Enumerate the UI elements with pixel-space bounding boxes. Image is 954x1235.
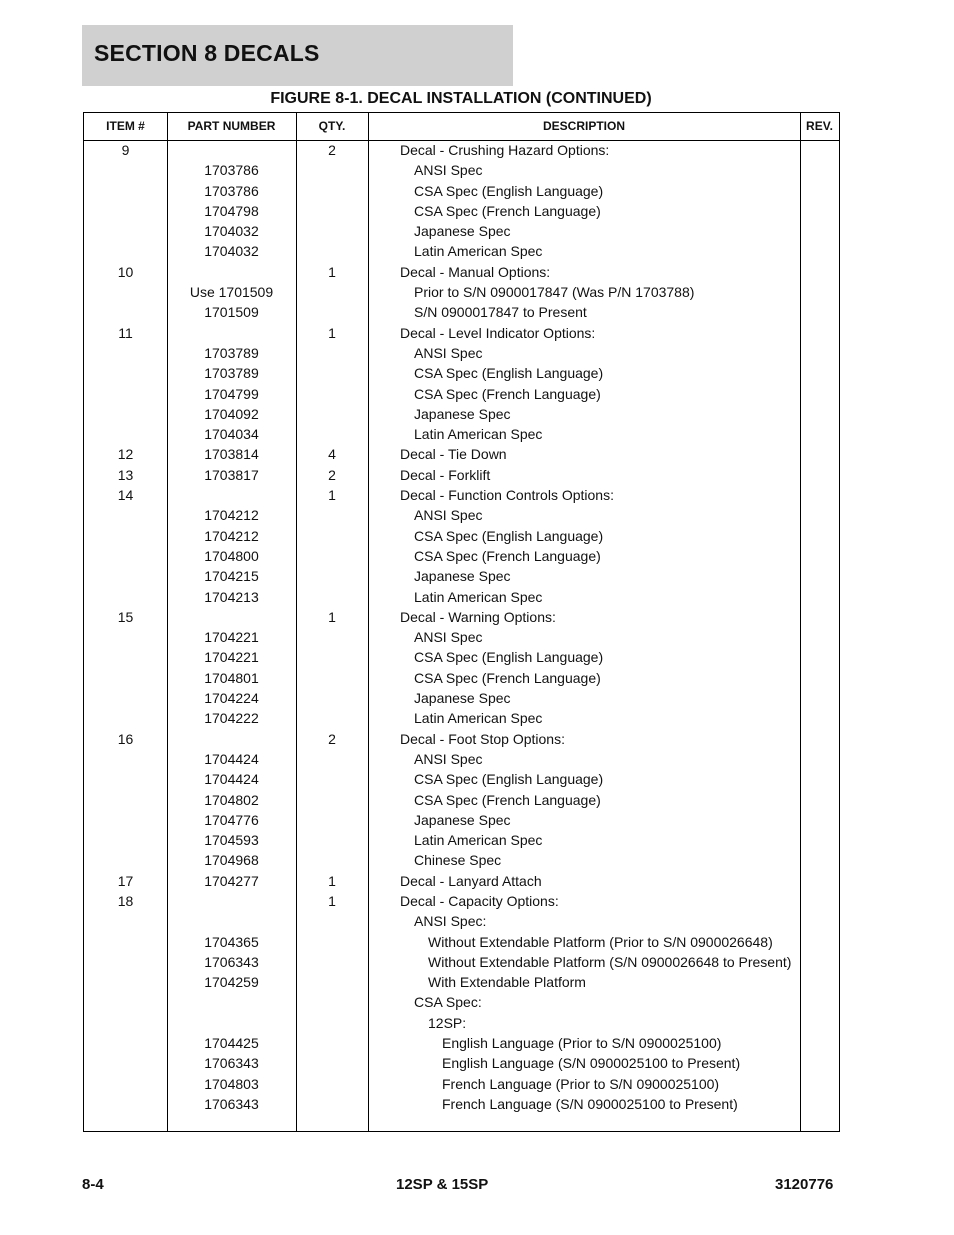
table-row [84,607,839,627]
part-number-cell: 1704277 [204,872,259,889]
part-number-cell: 1704798 [204,202,259,219]
table-row [84,627,839,647]
part-number-cell: 1704803 [204,1075,259,1092]
part-number-cell: 1704799 [204,385,259,402]
qty-cell: 1 [328,892,336,909]
part-number-cell: 1704365 [204,933,259,950]
qty-cell: 1 [328,608,336,625]
table-row [84,566,839,586]
description-cell: CSA Spec (English Language) [414,365,604,382]
table-row [84,729,839,749]
item-number-cell: 17 [117,872,134,889]
header-item: ITEM # [106,119,145,133]
part-number-cell: 1704801 [204,669,259,686]
table-row [84,810,839,830]
item-number-cell: 12 [117,446,134,463]
part-number-cell: 1704212 [204,507,259,524]
description-cell: CSA Spec (French Language) [414,385,601,402]
part-number-cell: Use 1701509 [189,284,274,301]
table-row [84,241,839,261]
part-number-cell: 1704221 [204,629,259,646]
item-number-cell: 14 [117,487,134,504]
table-row [84,465,839,485]
item-number-cell: 18 [117,892,134,909]
item-number-cell: 11 [118,324,133,341]
item-number-cell: 16 [117,730,134,747]
part-number-cell: 1704034 [204,426,259,443]
part-number-cell: 1704215 [204,568,259,585]
header-part-number: PART NUMBER [187,119,276,133]
table-row [84,140,839,160]
description-cell: ANSI Spec [414,507,483,524]
description-cell: Decal - Crushing Hazard Options: [400,142,610,158]
description-cell: Decal - Function Controls Options: [400,487,614,504]
description-cell: French Language (S/N 0900025100 to Present) [442,1095,738,1112]
description-cell: CSA Spec (French Language) [414,547,601,564]
description-cell: Latin American Spec [414,243,543,260]
qty-cell: 1 [328,872,336,889]
table-row [84,952,839,972]
table-row [84,668,839,688]
qty-cell: 2 [328,142,336,158]
table-row [84,749,839,769]
description-cell: French Language (Prior to S/N 0900025100) [442,1075,720,1092]
table-row [84,850,839,870]
table-row [84,647,839,667]
part-number-cell: 1704212 [204,527,259,544]
document-number: 3120776 [775,1176,834,1193]
table-row [84,992,839,1012]
table-row [84,891,839,911]
description-cell: With Extendable Platform [428,974,586,991]
description-cell: Decal - Forklift [400,466,491,483]
description-cell: ANSI Spec [414,629,483,646]
description-cell: Chinese Spec [414,852,502,869]
part-number-cell: 1701509 [204,304,259,321]
table-row [84,911,839,931]
description-cell: Latin American Spec [414,710,543,727]
description-cell: English Language (S/N 0900025100 to Present) [442,1055,741,1072]
part-number-cell: 1704776 [204,811,259,828]
page-number: 8-4 [82,1176,104,1193]
qty-cell: 1 [328,324,336,341]
description-cell: Decal - Manual Options: [400,263,551,280]
table-row [84,221,839,241]
description-cell: English Language (Prior to S/N 0900025100) [442,1035,722,1052]
description-cell: Decal - Foot Stop Options: [400,730,565,747]
table-row [84,1074,839,1094]
table-row [84,688,839,708]
header-qty: QTY. [318,119,346,133]
description-cell: Latin American Spec [414,832,543,849]
description-cell: Without Extendable Platform (Prior to S/N 0900026648) [428,933,773,950]
table-row [84,932,839,952]
table-row [84,1053,839,1073]
table-row [84,444,839,464]
table-row [84,1094,839,1114]
table-row [84,302,839,322]
table-row [84,201,839,221]
header-description: DESCRIPTION [542,119,625,133]
description-cell: CSA Spec (French Language) [414,791,601,808]
item-number-cell: 9 [121,142,130,158]
table-row [84,485,839,505]
section-title: SECTION 8 DECALS [94,40,320,66]
description-cell: Japanese Spec [414,405,511,422]
table-row [84,363,839,383]
part-number-cell: 1704032 [204,223,259,240]
description-cell: CSA Spec (English Language) [414,527,604,544]
table-row [84,323,839,343]
figure-title: FIGURE 8-1. DECAL INSTALLATION (CONTINUED) [270,90,652,107]
description-cell: Decal - Level Indicator Options: [400,324,596,341]
table-row [84,871,839,891]
description-cell: CSA Spec (French Language) [414,669,601,686]
model-name: 12SP & 15SP [396,1176,489,1193]
description-cell: ANSI Spec: [414,913,487,930]
part-number-cell: 1704224 [204,690,259,707]
table-row [84,1013,839,1033]
description-cell: Japanese Spec [414,690,511,707]
description-cell: Latin American Spec [414,426,543,443]
description-cell: Decal - Warning Options: [400,608,556,625]
description-cell: Prior to S/N 0900017847 (Was P/N 1703788) [414,284,695,301]
description-cell: S/N 0900017847 to Present [414,304,587,321]
qty-cell: 1 [328,263,336,280]
table-row [84,282,839,302]
description-cell: ANSI Spec [414,162,483,179]
description-cell: Japanese Spec [414,811,511,828]
table-row [84,546,839,566]
part-number-cell: 1704802 [204,791,259,808]
part-number-cell: 1704092 [204,405,259,422]
table-row [84,505,839,525]
section-banner [82,25,513,86]
part-number-cell: 1704032 [204,243,259,260]
table-row [84,830,839,850]
table-row [84,424,839,444]
part-number-cell: 1704259 [204,974,259,991]
description-cell: Latin American Spec [414,588,543,605]
description-cell: Without Extendable Platform (S/N 0900026648 to Present) [428,953,792,970]
qty-cell: 4 [328,446,336,463]
table-row [84,790,839,810]
part-number-cell: 1704213 [204,588,259,605]
part-number-cell: 1703789 [204,365,259,382]
description-cell: ANSI Spec [414,344,483,361]
table-row [84,587,839,607]
table-row [84,262,839,282]
description-cell: CSA Spec (English Language) [414,182,604,199]
description-cell: CSA Spec (English Language) [414,649,604,666]
part-number-cell: 1704968 [204,852,259,869]
part-number-cell: 1704222 [204,710,259,727]
table-row [84,769,839,789]
part-number-cell: 1706343 [204,953,259,970]
part-number-cell: 1706343 [204,1055,259,1072]
description-cell: CSA Spec (English Language) [414,771,604,788]
description-cell: ANSI Spec [414,750,483,767]
description-cell: Japanese Spec [414,223,511,240]
qty-cell: 1 [328,487,336,504]
description-cell: 12SP: [428,1014,467,1031]
part-number-cell: 1704800 [204,547,259,564]
part-number-cell: 1704221 [204,649,259,666]
part-number-cell: 1704424 [204,771,259,788]
parts-table [83,112,840,1132]
part-number-cell: 1704593 [204,832,259,849]
part-number-cell: 1706343 [204,1095,259,1112]
table-row [84,404,839,424]
table-row [84,1033,839,1053]
description-cell: Decal - Capacity Options: [400,892,559,909]
qty-cell: 2 [328,466,336,483]
description-cell: Japanese Spec [414,568,511,585]
description-cell: CSA Spec (French Language) [414,202,601,219]
item-number-cell: 13 [117,466,134,483]
table-row [84,384,839,404]
item-number-cell: 10 [117,263,134,280]
table-body [84,140,839,1114]
table-row [84,343,839,363]
part-number-cell: 1703786 [204,182,259,199]
part-number-cell: 1703817 [204,466,259,483]
description-cell: Decal - Tie Down [400,446,507,463]
part-number-cell: 1704424 [204,750,259,767]
table-row [84,181,839,201]
part-number-cell: 1703814 [204,446,259,463]
part-number-cell: 1704425 [204,1035,259,1052]
description-cell: Decal - Lanyard Attach [400,872,542,889]
table-row [84,160,839,180]
description-cell: CSA Spec: [414,994,482,1011]
table-row [84,708,839,728]
qty-cell: 2 [328,730,336,747]
header-rev: REV. [806,119,833,133]
table-row [84,526,839,546]
part-number-cell: 1703786 [204,162,259,179]
part-number-cell: 1703789 [204,344,259,361]
table-row [84,972,839,992]
item-number-cell: 15 [117,608,134,625]
